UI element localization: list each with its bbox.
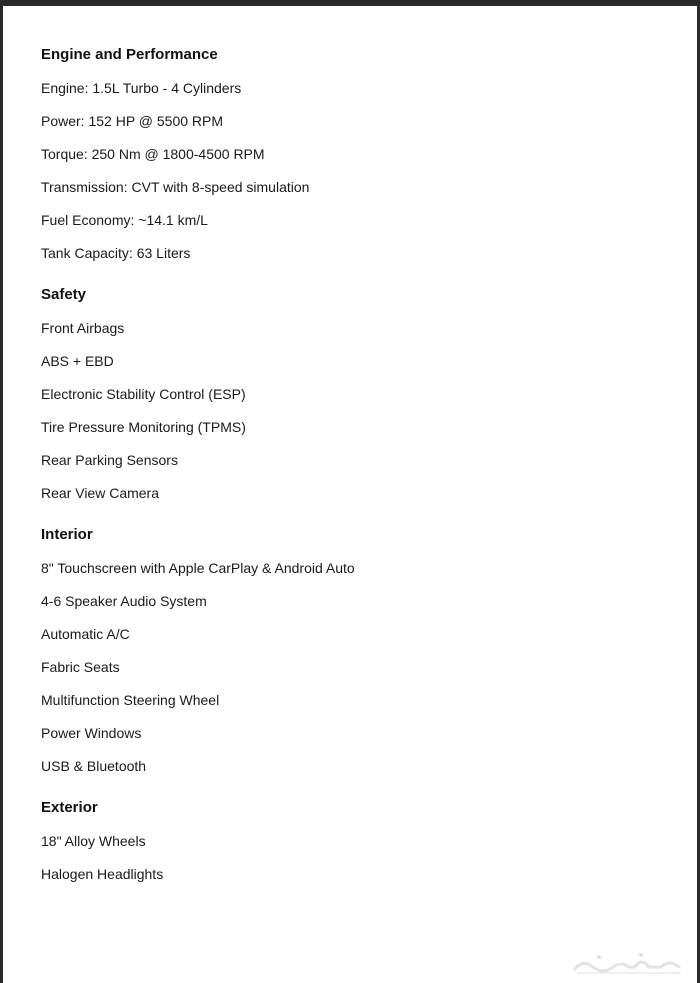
section-title-safety: Safety xyxy=(41,286,87,303)
spec-line: USB & Bluetooth xyxy=(41,758,147,774)
spec-line: Transmission: CVT with 8-speed simulation xyxy=(41,179,310,195)
spec-line: Power Windows xyxy=(41,725,142,741)
spec-line: ABS + EBD xyxy=(41,353,114,369)
document-page xyxy=(3,6,697,983)
section-title-interior: Interior xyxy=(41,526,93,543)
spec-line: Multifunction Steering Wheel xyxy=(41,692,220,708)
spec-line: 4-6 Speaker Audio System xyxy=(41,593,207,609)
spec-line: Torque: 250 Nm @ 1800-4500 RPM xyxy=(41,146,265,162)
spec-line: Tire Pressure Monitoring (TPMS) xyxy=(41,419,246,435)
section-title-engine: Engine and Performance xyxy=(41,46,218,63)
spec-line: Rear Parking Sensors xyxy=(41,452,178,468)
spec-line: Tank Capacity: 63 Liters xyxy=(41,245,191,261)
spec-line: 8" Touchscreen with Apple CarPlay & Android Auto xyxy=(41,560,355,576)
spec-line: Rear View Camera xyxy=(41,485,160,501)
spec-line: Halogen Headlights xyxy=(41,866,164,882)
section-title-exterior: Exterior xyxy=(41,799,98,816)
spec-line: Electronic Stability Control (ESP) xyxy=(41,386,246,402)
spec-line: Engine: 1.5L Turbo - 4 Cylinders xyxy=(41,80,242,96)
spec-line: Fabric Seats xyxy=(41,659,120,675)
spec-line: Power: 152 HP @ 5500 RPM xyxy=(41,113,224,129)
spec-line: Front Airbags xyxy=(41,320,125,336)
spec-line: Fuel Economy: ~14.1 km/L xyxy=(41,212,208,228)
spec-line: Automatic A/C xyxy=(41,626,130,642)
spec-line: 18" Alloy Wheels xyxy=(41,833,146,849)
watermark-logo xyxy=(569,949,689,977)
